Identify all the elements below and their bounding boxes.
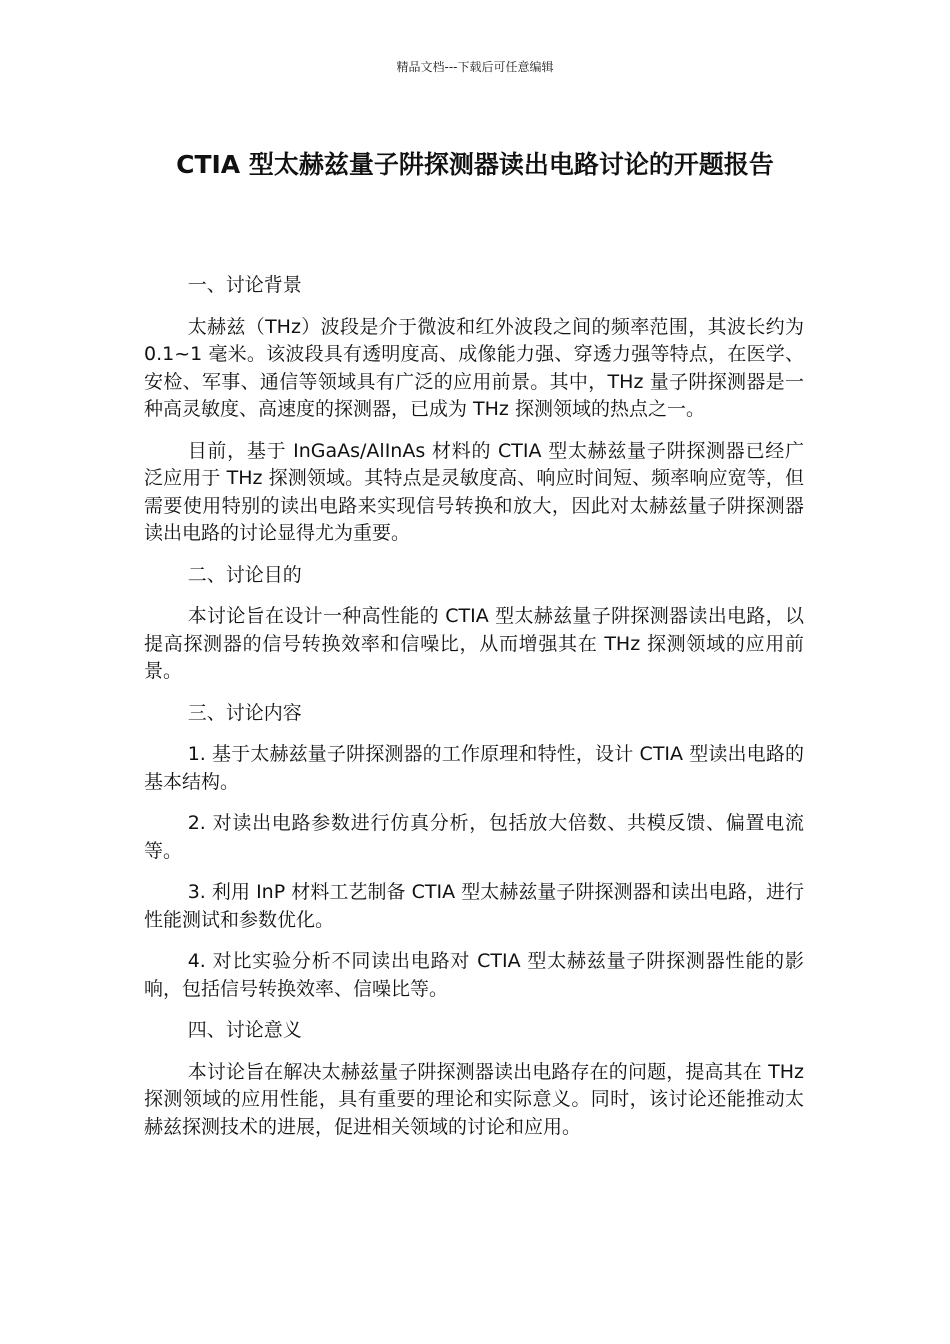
section-heading-purpose: 二、讨论目的	[187, 563, 302, 586]
significance-paragraph: 本讨论旨在解决太赫兹量子阱探测器读出电路存在的问题，提高其在 THz 探测领域的应用性能，具有重要的理论和实际意义。同时，该讨论还能推动太赫兹探测技术的进展，促进相关领域的讨论和应用。	[144, 1060, 804, 1138]
content-item-2: 2. 对读出电路参数进行仿真分析，包括放大倍数、共模反馈、偏置电流等。	[144, 812, 804, 862]
content-item-4: 4. 对比实验分析不同读出电路对 CTIA 型太赫兹量子阱探测器性能的影响，包括信号转换效率、信噪比等。	[144, 950, 804, 1000]
background-paragraph-2: 目前，基于 InGaAs/AlInAs 材料的 CTIA 型太赫兹量子阱探测器已经广泛应用于 THz 探测领域。其特点是灵敏度高、响应时间短、频率响应宽等，但需要使用特别的读出电路来实现信号转换和放大，因此对太赫兹量子阱探测器读出电路的讨论显得尤为重要。	[144, 439, 804, 544]
document-body	[144, 272, 804, 1155]
content-item-3: 3. 利用 InP 材料工艺制备 CTIA 型太赫兹量子阱探测器和读出电路，进行性能测试和参数优化。	[144, 881, 804, 931]
document-title: CTIA 型太赫兹量子阱探测器读出电路讨论的开题报告	[176, 150, 774, 179]
purpose-paragraph: 本讨论旨在设计一种高性能的 CTIA 型太赫兹量子阱探测器读出电路，以提高探测器的信号转换效率和信噪比，从而增强其在 THz 探测领域的应用前景。	[144, 605, 804, 682]
header-note: 精品文档---下载后可任意编辑	[396, 60, 554, 74]
section-heading-background: 一、讨论背景	[187, 274, 302, 296]
background-paragraph-1: 太赫兹（THz）波段是介于微波和红外波段之间的频率范围，其波长约为 0.1~1 毫米。该波段具有透明度高、成像能力强、穿透力强等特点，在医学、安检、军事、通信等领域具有广泛的应用前景。其中，THz 量子阱探测器是一种高灵敏度、高速度的探测器，已成为 THz 探测领域的热点之一。	[144, 315, 804, 420]
section-heading-significance: 四、讨论意义	[187, 1019, 302, 1041]
content-item-1: 1. 基于太赫兹量子阱探测器的工作原理和特性，设计 CTIA 型读出电路的基本结构。	[144, 743, 804, 793]
section-heading-content: 三、讨论内容	[187, 701, 302, 724]
